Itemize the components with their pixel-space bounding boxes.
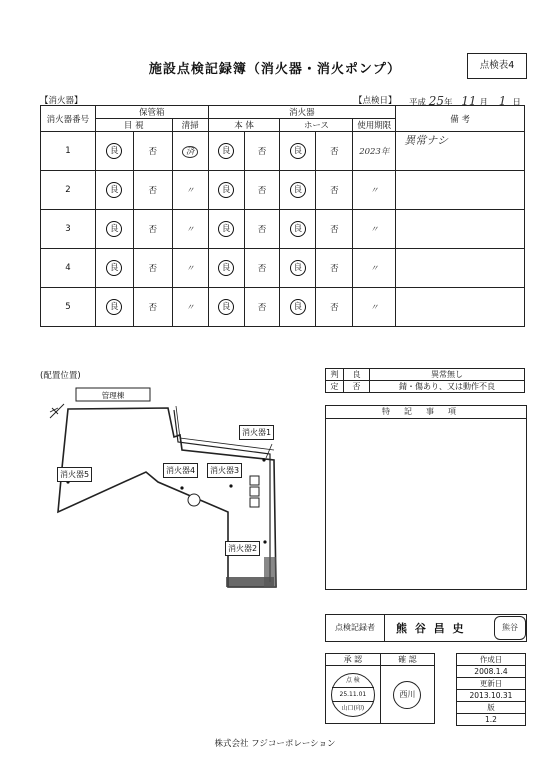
- header-cleaning: 清掃: [172, 119, 208, 132]
- legend-good-desc: 異常無し: [370, 369, 525, 381]
- legend-good: 良: [344, 369, 370, 381]
- body-good[interactable]: [208, 288, 244, 327]
- hose-good[interactable]: [280, 210, 316, 249]
- hose-good[interactable]: [280, 249, 316, 288]
- map-label-2: 消火器2: [225, 541, 260, 556]
- cleaning-cell[interactable]: [172, 288, 208, 327]
- hose-bad[interactable]: 否: [316, 288, 353, 327]
- header-hose: ホース: [280, 119, 353, 132]
- header-expiry: 使用期限: [353, 119, 396, 132]
- map-label-3: 消火器3: [207, 463, 242, 478]
- approve-stamp-date: 25.11.01: [332, 687, 374, 702]
- visual-bad[interactable]: 否: [133, 132, 172, 171]
- inspection-table: [40, 105, 525, 327]
- date-era: 平成: [409, 98, 427, 108]
- header-box: 保管箱: [95, 106, 208, 119]
- cleaning-cell[interactable]: [172, 249, 208, 288]
- expiry-cell[interactable]: [353, 132, 396, 171]
- remarks-cell[interactable]: [396, 288, 525, 327]
- date-year-unit: 年: [444, 98, 453, 108]
- legend-bad: 否: [344, 381, 370, 393]
- expiry-value: 〃: [370, 186, 379, 196]
- body-bad[interactable]: 否: [244, 288, 280, 327]
- expiry-value: 〃: [370, 303, 379, 313]
- remarks-value: [396, 171, 404, 184]
- good-circle: 良: [218, 221, 234, 237]
- header-remarks: 備 考: [396, 106, 525, 132]
- version-value: 1.2: [457, 714, 526, 726]
- table-row: [41, 171, 525, 210]
- hose-bad[interactable]: 否: [316, 171, 353, 210]
- remarks-value: [396, 288, 404, 301]
- cleaning-cell[interactable]: [172, 210, 208, 249]
- table-row: [41, 210, 525, 249]
- good-circle: 良: [218, 299, 234, 315]
- legend-judge-a: 判: [326, 369, 344, 381]
- good-circle: 良: [106, 260, 122, 276]
- cleaning-mark: 〃: [185, 186, 195, 196]
- pond-circle: [188, 494, 200, 506]
- confirm-label: 確 認: [380, 654, 434, 666]
- expiry-cell[interactable]: [353, 171, 396, 210]
- updated-date: 2013.10.31: [457, 690, 526, 702]
- expiry-value: 〃: [370, 225, 379, 235]
- body-bad[interactable]: 否: [244, 249, 280, 288]
- visual-bad[interactable]: 否: [133, 171, 172, 210]
- header-extinguisher: 消火器: [208, 106, 396, 119]
- body-good[interactable]: [208, 171, 244, 210]
- visual-bad[interactable]: 否: [133, 288, 172, 327]
- remarks-cell[interactable]: [396, 210, 525, 249]
- date-year: 25: [428, 94, 444, 108]
- cleaning-mark: 〃: [185, 303, 195, 313]
- recorder-stamp: 熊谷: [494, 616, 526, 640]
- header-visual: 目 視: [95, 119, 172, 132]
- cleaning-mark: 済: [182, 146, 199, 158]
- good-circle: 良: [106, 182, 122, 198]
- visual-good[interactable]: [95, 249, 133, 288]
- hose-good[interactable]: [280, 171, 316, 210]
- hose-bad[interactable]: 否: [316, 249, 353, 288]
- expiry-cell[interactable]: [353, 288, 396, 327]
- legend-judge-b: 定: [326, 381, 344, 393]
- table-row: [41, 249, 525, 288]
- cleaning-cell[interactable]: [172, 132, 208, 171]
- row-number: 5: [41, 288, 96, 327]
- date-day: 1: [498, 94, 507, 108]
- hose-bad[interactable]: 否: [316, 210, 353, 249]
- section-label: 【消火器】: [40, 96, 83, 106]
- row-number: 4: [41, 249, 96, 288]
- north-arrow-icon: [50, 404, 64, 418]
- layout-label: (配置位置): [40, 371, 81, 381]
- updated-label: 更新日: [457, 678, 526, 690]
- visual-good[interactable]: [95, 288, 133, 327]
- row-number: 1: [41, 132, 96, 171]
- confirm-cell: [380, 666, 434, 724]
- remarks-value: 異常ナシ: [404, 134, 449, 147]
- map-label-1: 消火器1: [239, 425, 274, 440]
- good-circle: 良: [290, 221, 306, 237]
- approve-label: 承 認: [326, 654, 381, 666]
- created-date: 2008.1.4: [457, 666, 526, 678]
- good-circle: 良: [218, 260, 234, 276]
- table-row: [41, 132, 525, 171]
- visual-good[interactable]: [95, 210, 133, 249]
- special-notes-box: [325, 405, 527, 590]
- page-title: 施設点検記録簿（消火器・消火ポンプ）: [148, 62, 402, 77]
- expiry-value: 〃: [370, 264, 379, 274]
- good-circle: 良: [290, 143, 306, 159]
- notes-header: 特記事項: [326, 406, 526, 419]
- map-label-4: 消火器4: [163, 463, 198, 478]
- body-bad[interactable]: 否: [244, 132, 280, 171]
- form-number: 点検表4: [467, 53, 527, 79]
- remarks-cell[interactable]: [396, 171, 525, 210]
- header-body: 本 体: [208, 119, 280, 132]
- approve-stamp-name: 山口(印): [341, 704, 365, 712]
- judgement-legend: [325, 368, 525, 393]
- good-circle: 良: [218, 143, 234, 159]
- approve-stamp: [331, 673, 375, 717]
- version-label: 版: [457, 702, 526, 714]
- created-label: 作成日: [457, 654, 526, 666]
- body-good[interactable]: [208, 210, 244, 249]
- good-circle: 良: [290, 299, 306, 315]
- approval-table: [325, 653, 435, 724]
- header-number: 消火器番号: [41, 106, 96, 132]
- visual-bad[interactable]: 否: [133, 249, 172, 288]
- recorder-label: 点検記録者: [326, 615, 385, 641]
- remarks-value: [396, 249, 404, 262]
- remarks-cell[interactable]: [396, 132, 525, 171]
- confirm-stamp: 西川: [393, 681, 421, 709]
- recorder-name: 熊 谷 昌 史: [396, 622, 466, 635]
- remarks-cell[interactable]: [396, 249, 525, 288]
- site-map: [38, 382, 283, 592]
- hose-bad[interactable]: 否: [316, 132, 353, 171]
- good-circle: 良: [106, 299, 122, 315]
- cleaning-mark: 〃: [185, 225, 195, 235]
- building-label: 管理棟: [101, 391, 125, 400]
- date-month: 11: [461, 94, 477, 108]
- date-month-unit: 月: [479, 98, 489, 108]
- visual-good[interactable]: [95, 171, 133, 210]
- cleaning-cell[interactable]: [172, 171, 208, 210]
- recorder-box: [325, 614, 527, 642]
- visual-good[interactable]: [95, 132, 133, 171]
- expiry-cell[interactable]: [353, 249, 396, 288]
- revision-history: [456, 653, 526, 726]
- expiry-cell[interactable]: [353, 210, 396, 249]
- approve-cell: [326, 666, 381, 724]
- hose-good[interactable]: [280, 288, 316, 327]
- row-number: 2: [41, 171, 96, 210]
- good-circle: 良: [290, 260, 306, 276]
- good-circle: 良: [290, 182, 306, 198]
- good-circle: 良: [106, 221, 122, 237]
- visual-bad[interactable]: 否: [133, 210, 172, 249]
- map-label-5: 消火器5: [57, 467, 92, 482]
- body-good[interactable]: [208, 249, 244, 288]
- body-bad[interactable]: 否: [244, 210, 280, 249]
- cleaning-mark: 〃: [185, 264, 195, 274]
- date-label: 【点検日】: [354, 96, 397, 106]
- approve-stamp-line1: 点 検: [345, 676, 360, 684]
- date-day-unit: 日: [512, 98, 521, 108]
- body-bad[interactable]: 否: [244, 171, 280, 210]
- hose-good[interactable]: [280, 132, 316, 171]
- table-row: [41, 288, 525, 327]
- legend-bad-desc: 錆・傷あり、又は動作不良: [370, 381, 525, 393]
- expiry-value: 2023年: [359, 147, 390, 157]
- good-circle: 良: [218, 182, 234, 198]
- company-footer: 株式会社 フジコーポレーション: [214, 739, 336, 749]
- good-circle: 良: [106, 143, 122, 159]
- row-number: 3: [41, 210, 96, 249]
- remarks-value: [396, 210, 404, 223]
- body-good[interactable]: [208, 132, 244, 171]
